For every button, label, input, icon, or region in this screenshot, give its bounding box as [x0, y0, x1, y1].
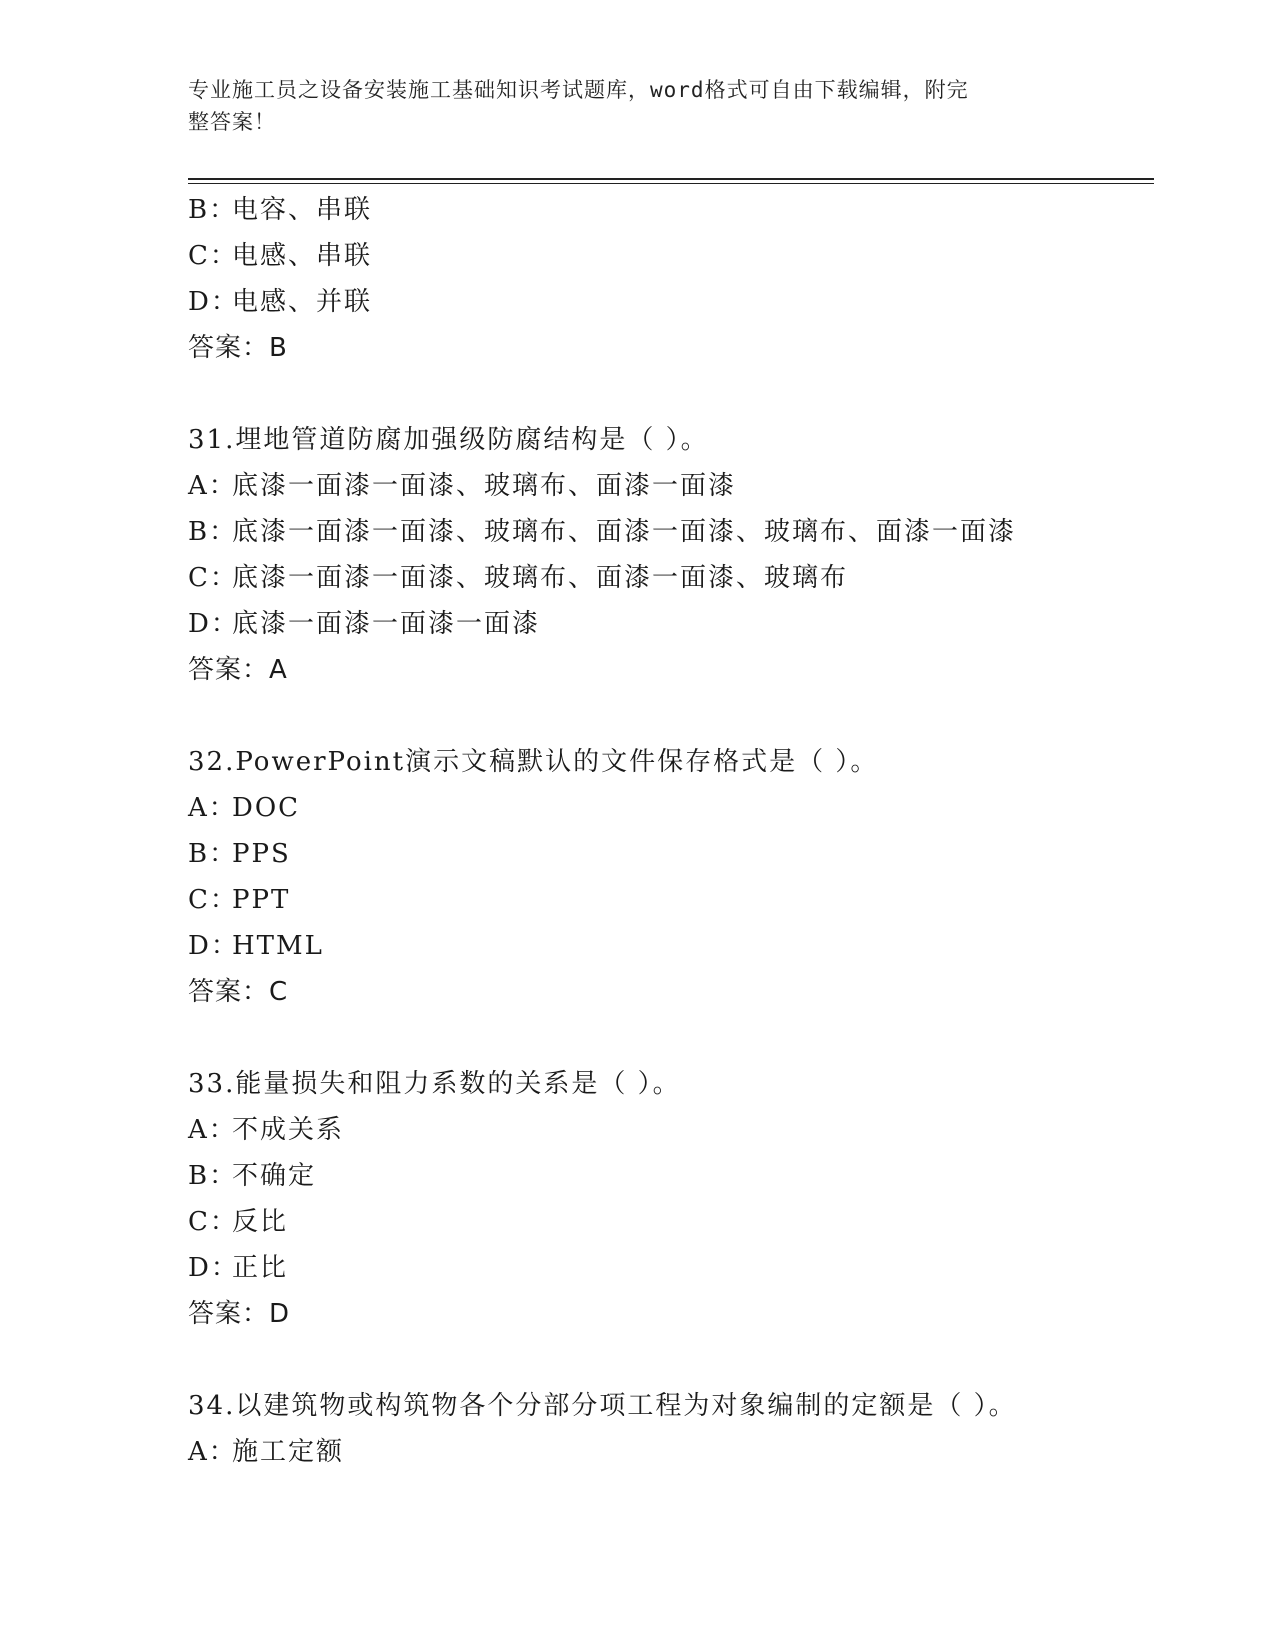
option-line	[188, 1429, 1148, 1475]
option-letter: D：	[188, 609, 239, 639]
option-letter: D：	[188, 287, 239, 317]
option-line	[188, 1107, 1148, 1153]
question-stem: 33.能量损失和阻力系数的关系是（ ）。	[188, 1069, 681, 1099]
option-text: 底漆一面漆一面漆、玻璃布、面漆一面漆	[232, 471, 737, 501]
option-text: 电感、串联	[232, 241, 373, 271]
option-text: HTML	[232, 931, 324, 961]
option-text: DOC	[232, 793, 301, 823]
question-stem: 32.PowerPoint演示文稿默认的文件保存格式是（ ）。	[188, 747, 879, 777]
option-text: PPS	[232, 839, 291, 869]
option-line	[188, 187, 1148, 233]
option-letter: D：	[188, 931, 239, 961]
option-text: 底漆一面漆一面漆、玻璃布、面漆一面漆、玻璃布、面漆一面漆	[232, 517, 1017, 547]
spacer	[188, 1015, 1148, 1061]
option-line	[188, 555, 1148, 601]
option-text: 电容、串联	[232, 195, 373, 225]
option-letter: C：	[188, 1207, 238, 1237]
document-header	[188, 74, 1068, 138]
answer-line: 答案：D	[188, 1299, 291, 1329]
option-letter: B：	[188, 195, 238, 225]
option-letter: A：	[188, 1115, 237, 1145]
option-letter: C：	[188, 241, 238, 271]
option-line	[188, 785, 1148, 831]
header-line-1: 专业施工员之设备安装施工基础知识考试题库，word格式可自由下载编辑，附完	[188, 78, 969, 102]
header-line-2: 整答案！	[188, 110, 276, 134]
answer-line: 答案：C	[188, 977, 289, 1007]
option-text: PPT	[232, 885, 291, 915]
header-divider-thick	[188, 178, 1154, 180]
spacer	[188, 693, 1148, 739]
option-text: 施工定额	[232, 1437, 345, 1467]
option-letter: A：	[188, 471, 237, 501]
option-line	[188, 1245, 1148, 1291]
option-text: 反比	[232, 1207, 289, 1237]
question-stem: 34.以建筑物或构筑物各个分部分项工程为对象编制的定额是（ ）。	[188, 1391, 1017, 1421]
option-text: 不确定	[232, 1161, 317, 1191]
option-letter: C：	[188, 885, 238, 915]
option-letter: A：	[188, 1437, 237, 1467]
option-text: 不成关系	[232, 1115, 345, 1145]
option-line	[188, 923, 1148, 969]
answer-line: 答案：B	[188, 333, 288, 363]
option-text: 底漆一面漆一面漆、玻璃布、面漆一面漆、玻璃布	[232, 563, 849, 593]
option-letter: A：	[188, 793, 237, 823]
option-line	[188, 877, 1148, 923]
option-letter: B：	[188, 517, 238, 547]
option-letter: C：	[188, 563, 238, 593]
option-line	[188, 1153, 1148, 1199]
option-line	[188, 233, 1148, 279]
option-letter: B：	[188, 1161, 238, 1191]
option-line	[188, 509, 1148, 555]
option-line	[188, 831, 1148, 877]
option-text: 电感、并联	[232, 287, 373, 317]
question-stem: 31.埋地管道防腐加强级防腐结构是（ ）。	[188, 425, 709, 455]
spacer	[188, 371, 1148, 417]
option-letter: D：	[188, 1253, 239, 1283]
option-line	[188, 601, 1148, 647]
spacer	[188, 1337, 1148, 1383]
option-letter: B：	[188, 839, 238, 869]
question-list	[188, 187, 1148, 1475]
option-text: 正比	[232, 1253, 289, 1283]
option-text: 底漆一面漆一面漆一面漆	[232, 609, 541, 639]
answer-line: 答案：A	[188, 655, 288, 685]
header-divider-thin	[188, 183, 1154, 184]
option-line	[188, 1199, 1148, 1245]
option-line	[188, 279, 1148, 325]
option-line	[188, 463, 1148, 509]
